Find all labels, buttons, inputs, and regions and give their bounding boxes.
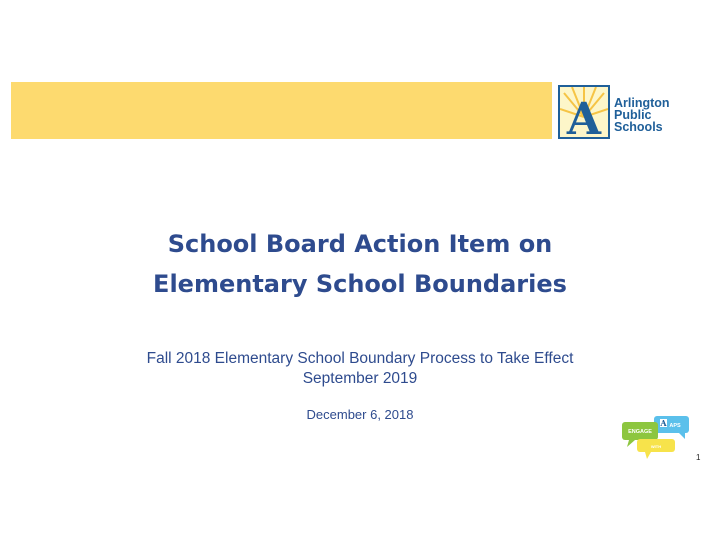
subtitle-line-1: Fall 2018 Elementary School Boundary Process to Take Effect: [146, 350, 574, 367]
subtitle-line-2: September 2019: [302, 370, 418, 387]
logo-line-1: Arlington: [614, 96, 670, 110]
logo-line-3: Schools: [614, 120, 663, 134]
page-number: 1: [696, 453, 701, 462]
header-banner: [11, 82, 552, 139]
slide-title: [0, 224, 720, 304]
slide-date: December 6, 2018: [306, 407, 414, 422]
logo-line-2: Public: [614, 108, 652, 122]
title-line-2: Elementary School Boundaries: [153, 270, 567, 298]
logo-letter: A: [566, 94, 602, 137]
engage-left-text: ENGAGE: [628, 429, 652, 435]
svg-text:A: A: [660, 418, 667, 428]
engage-bottom-text: WITH: [650, 444, 662, 449]
logo-wordmark: [614, 97, 670, 133]
speech-bubbles-icon: [621, 415, 691, 460]
title-line-1: School Board Action Item on: [167, 230, 553, 258]
slide-subtitle: [0, 349, 720, 389]
aps-logo-icon: [558, 85, 610, 139]
engage-right-text: APS: [669, 423, 681, 429]
